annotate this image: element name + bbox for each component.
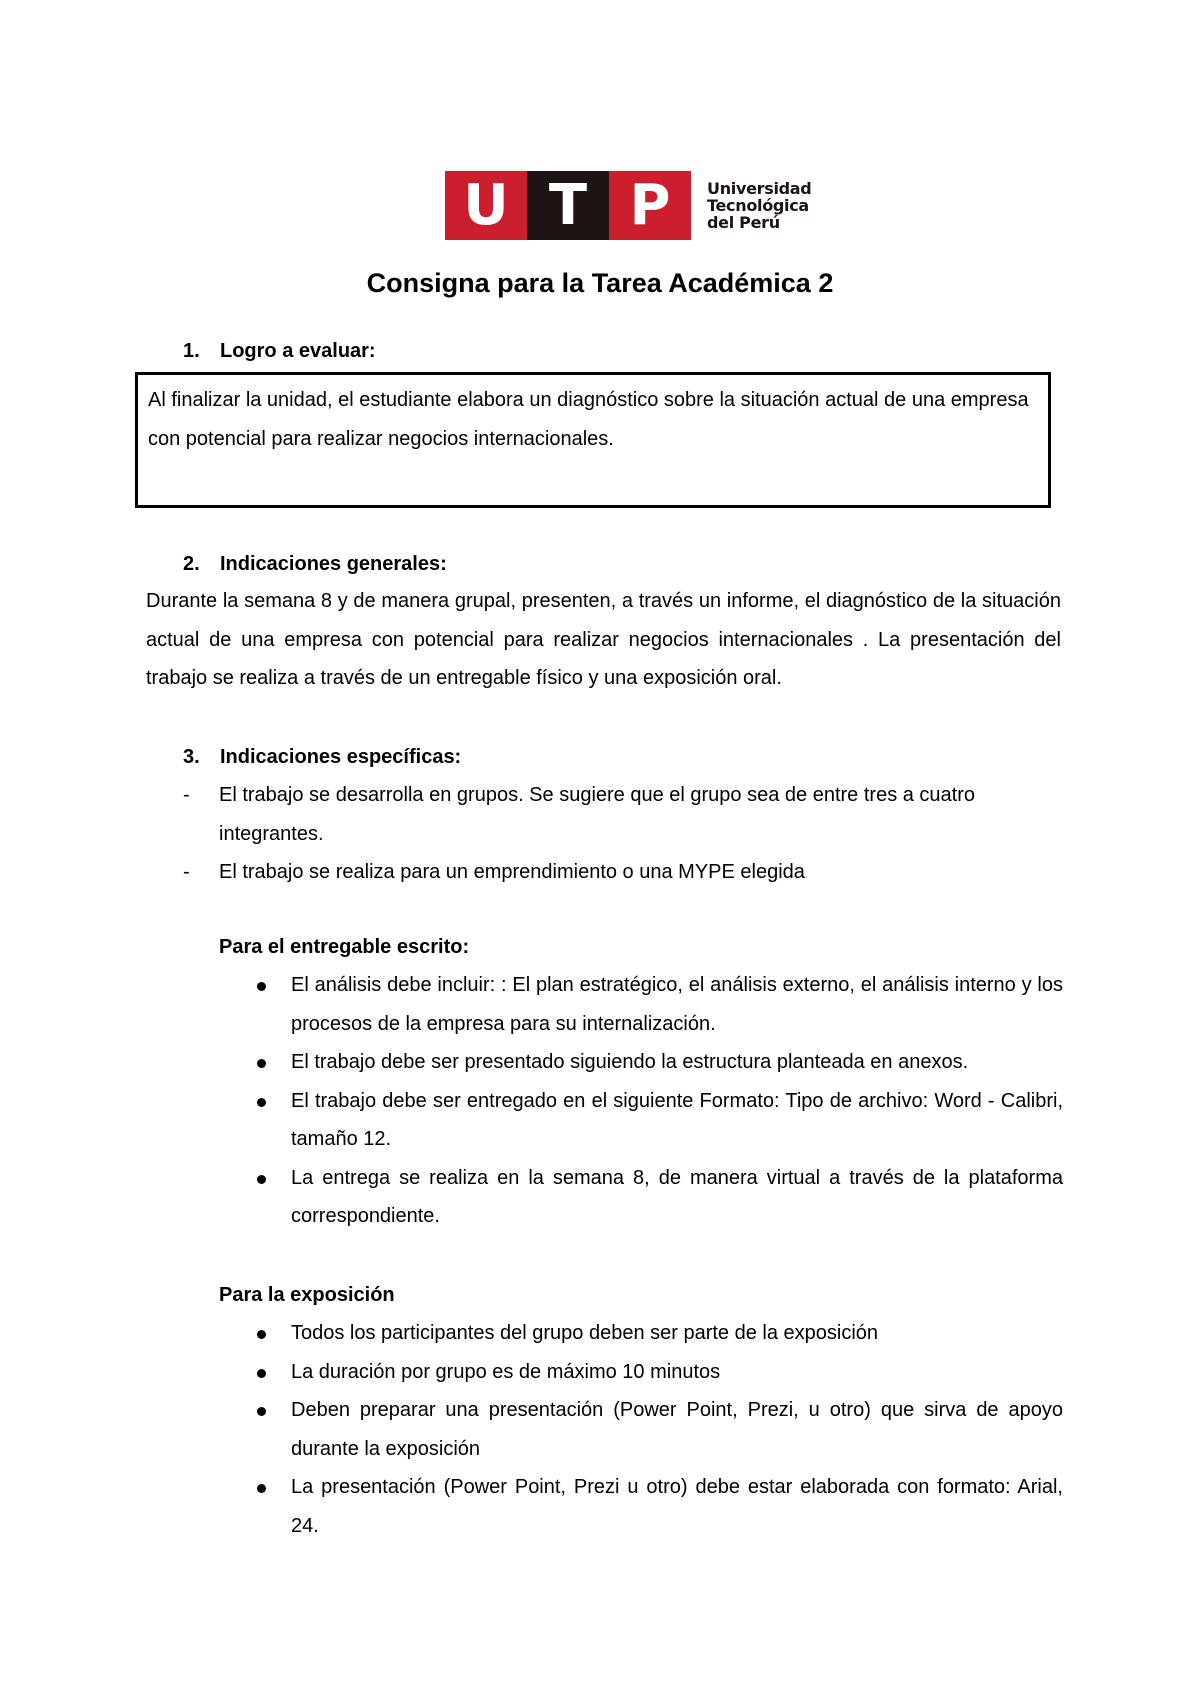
bullet-icon	[257, 1059, 266, 1068]
dash-item-text: El trabajo se desarrolla en grupos. Se sugiere que el grupo sea de entre tres a cuatro integrantes.	[219, 784, 976, 845]
bullet-icon	[257, 1175, 266, 1184]
list-item	[255, 1159, 1063, 1236]
written-deliverable-list	[255, 966, 1063, 1236]
logo-line-3: del Perú	[707, 213, 780, 232]
logo-letter-u: U	[445, 171, 527, 240]
bullet-icon	[257, 982, 266, 991]
list-item	[255, 1082, 1063, 1159]
list-item-text: Todos los participantes del grupo deben ser parte de la exposición	[291, 1322, 879, 1344]
list-item-text: El trabajo debe ser entregado en el siguiente Formato: Tipo de archivo: Word - Calibri, tamaño 12.	[291, 1089, 1063, 1150]
list-item-text: La presentación (Power Point, Prezi u otro) debe estar elaborada con formato: Arial, 24.	[291, 1476, 1063, 1537]
logo-letter-t: T	[527, 171, 609, 240]
general-indications-text: Durante la semana 8 y de manera grupal, presenten, a través un informe, el diagnóstico de la situación actual de una empresa con potencial para realizar negocios internacionales . La presentación del trabajo se realiza a través de un entregable físico y una exposición oral.	[146, 590, 1061, 689]
dash-marker: -	[183, 861, 190, 883]
bullet-icon	[257, 1330, 266, 1339]
list-item	[255, 1353, 1063, 1392]
logo-wordmark	[707, 180, 811, 231]
logro-text: Al finalizar la unidad, el estudiante elabora un diagnóstico sobre la situación actual de una empresa con potencial para realizar negocios internacionales.	[148, 389, 1029, 450]
list-item-text: El análisis debe incluir: : El plan estratégico, el análisis externo, el análisis interno y los procesos de la empresa para su internalización.	[291, 974, 1063, 1035]
dash-marker: -	[183, 784, 190, 806]
section-3-heading	[183, 746, 461, 769]
bullet-icon	[257, 1484, 266, 1493]
section-2-number: 2.	[183, 553, 200, 575]
list-item	[255, 1468, 1063, 1545]
dash-item	[183, 853, 1063, 892]
list-item	[255, 966, 1063, 1043]
bullet-icon	[257, 1369, 266, 1378]
section-3-title: Indicaciones específicas:	[220, 746, 462, 768]
exposition-heading: Para la exposición	[219, 1284, 395, 1306]
logo-line-2: Tecnológica	[707, 196, 809, 215]
logo-letter-p: P	[609, 171, 691, 240]
list-item	[255, 1314, 1063, 1353]
dash-item-text: El trabajo se realiza para un emprendimiento o una MYPE elegida	[219, 861, 805, 883]
section-2-heading	[183, 553, 447, 576]
utp-logo	[445, 171, 811, 240]
list-item-text: El trabajo debe ser presentado siguiendo la estructura planteada en anexos.	[291, 1051, 969, 1073]
section-1-heading	[183, 340, 376, 363]
section-1-title: Logro a evaluar:	[220, 340, 376, 362]
list-item	[255, 1043, 1063, 1082]
bullet-icon	[257, 1098, 266, 1107]
section-1-number: 1.	[183, 340, 200, 362]
exposition-list	[255, 1314, 1063, 1545]
list-item-text: La duración por grupo es de máximo 10 minutos	[291, 1360, 721, 1383]
section-2-title: Indicaciones generales:	[220, 553, 447, 575]
list-item-text: La entrega se realiza en la semana 8, de manera virtual a través de la plataforma correspondiente.	[291, 1166, 1063, 1227]
page-title: Consigna para la Tarea Académica 2	[366, 268, 834, 298]
bullet-icon	[257, 1407, 266, 1416]
list-item	[255, 1391, 1063, 1468]
logo-line-1: Universidad	[707, 179, 812, 198]
utp-logo-mark	[445, 171, 691, 240]
dash-item	[183, 776, 1063, 853]
logro-box	[135, 372, 1051, 508]
written-deliverable-heading: Para el entregable escrito:	[219, 936, 470, 958]
section-3-number: 3.	[183, 746, 200, 768]
list-item-text: Deben preparar una presentación (Power Point, Prezi, u otro) que sirva de apoyo durante la exposición	[291, 1399, 1063, 1460]
